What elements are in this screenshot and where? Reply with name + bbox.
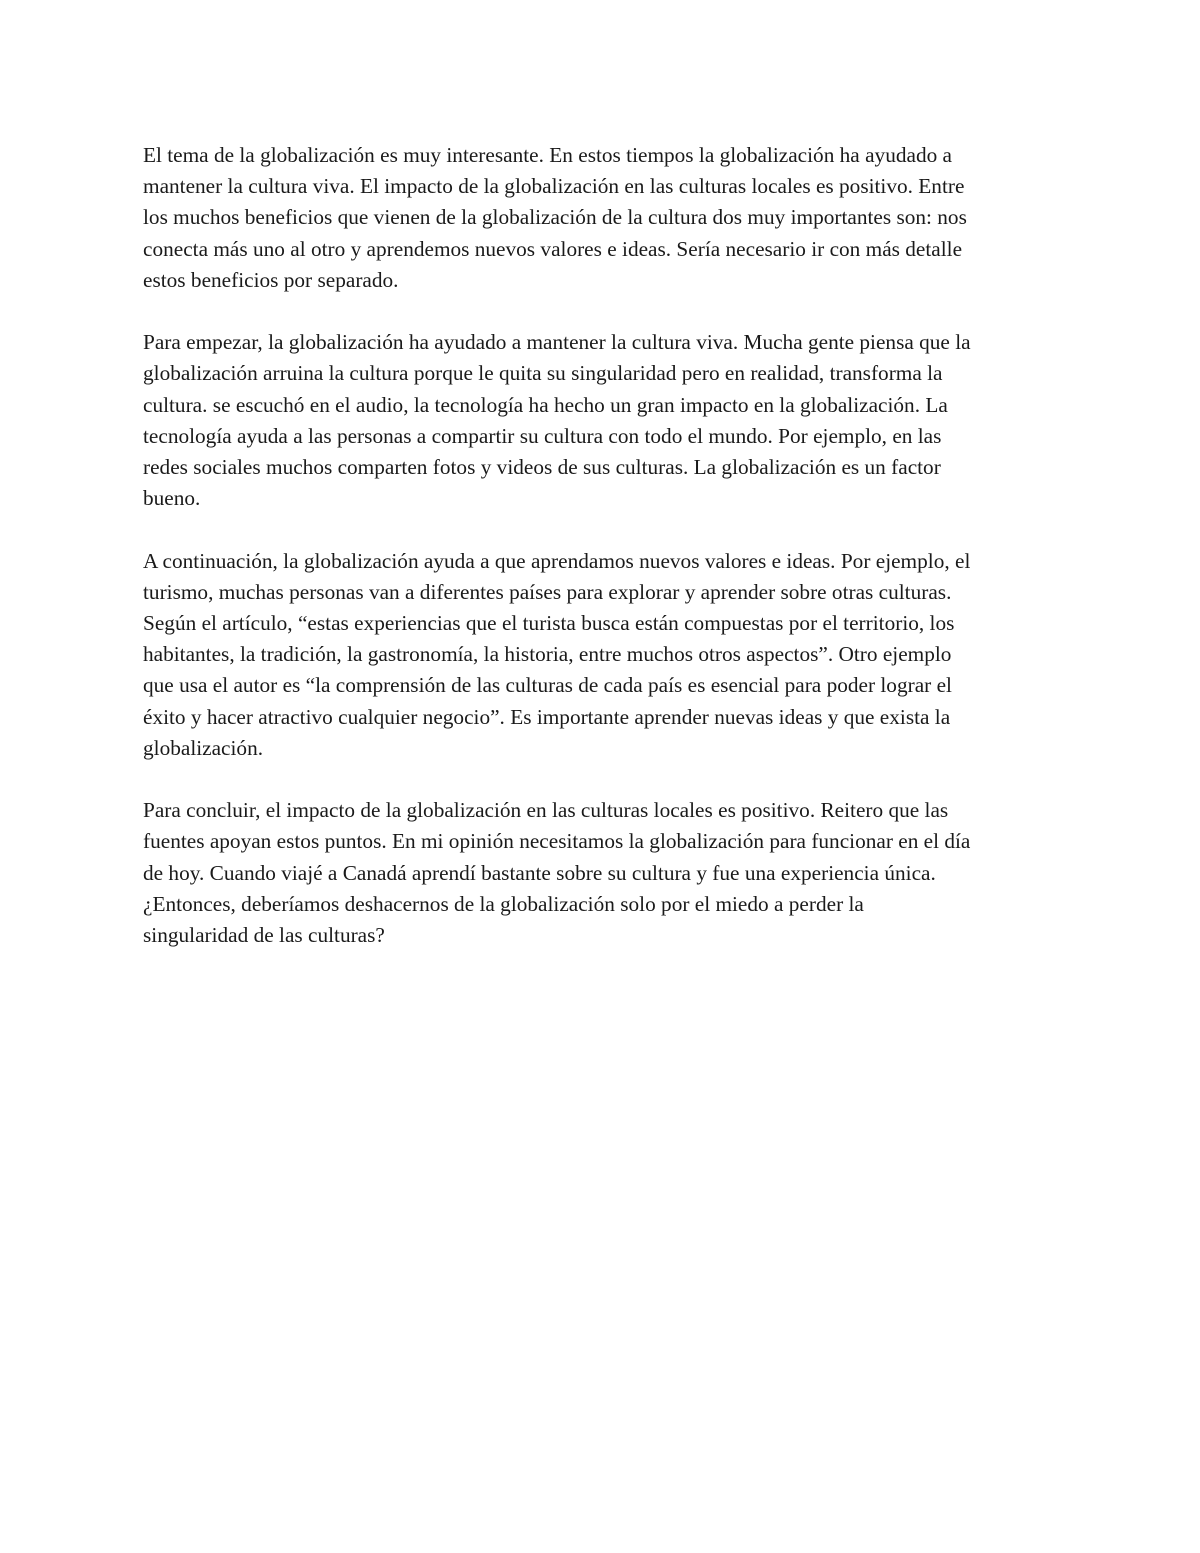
paragraph-first-point xyxy=(143,327,1068,514)
text-line: ¿Entonces, deberíamos deshacernos de la globalización solo por el miedo a perder la xyxy=(143,891,864,916)
text-line: estos beneficios por separado. xyxy=(143,267,399,292)
text-line: globalización arruina la cultura porque le quita su singularidad pero en realidad, transforma la xyxy=(143,361,943,386)
text-line: turismo, muchas personas van a diferentes países para explorar y aprender sobre otras culturas. xyxy=(143,579,952,604)
document-body xyxy=(143,140,1068,982)
text-line: globalización. xyxy=(143,735,264,760)
text-line: cultura. se escuchó en el audio, la tecnología ha hecho un gran impacto en la globalización. La xyxy=(143,392,948,417)
text-line: mantener la cultura viva. El impacto de la globalización en las culturas locales es positivo. Entre xyxy=(143,174,965,199)
text-line: A continuación, la globalización ayuda a que aprendamos nuevos valores e ideas. Por ejemplo, el xyxy=(143,548,971,573)
text-line: conecta más uno al otro y aprendemos nuevos valores e ideas. Sería necesario ir con más detalle xyxy=(143,236,963,261)
text-line: Para empezar, la globalización ha ayudado a mantener la cultura viva. Mucha gente piensa que la xyxy=(143,330,971,355)
text-line: los muchos beneficios que vienen de la globalización de la cultura dos muy importantes son: nos xyxy=(143,205,967,230)
paragraph-introduction xyxy=(143,140,1068,296)
text-line: redes sociales muchos comparten fotos y videos de sus culturas. La globalización es un factor xyxy=(143,455,941,480)
text-line: tecnología ayuda a las personas a compartir su cultura con todo el mundo. Por ejemplo, en las xyxy=(143,423,942,448)
text-line: singularidad de las culturas? xyxy=(143,923,385,948)
text-line: Para concluir, el impacto de la globalización en las culturas locales es positivo. Reitero que las xyxy=(143,798,949,823)
text-line: habitantes, la tradición, la gastronomía, la historia, entre muchos otros aspectos”. Otro ejemplo xyxy=(143,642,952,667)
text-line: éxito y hacer atractivo cualquier negocio”. Es importante aprender nuevas ideas y que exista la xyxy=(143,704,951,729)
text-line: que usa el autor es “la comprensión de las culturas de cada país es esencial para poder lograr el xyxy=(143,673,952,698)
text-line: de hoy. Cuando viajé a Canadá aprendí bastante sobre su cultura y fue una experiencia única. xyxy=(143,860,936,885)
paragraph-second-point xyxy=(143,546,1068,764)
text-line: fuentes apoyan estos puntos. En mi opinión necesitamos la globalización para funcionar en el día xyxy=(143,829,971,854)
paragraph-conclusion xyxy=(143,795,1068,951)
text-line: bueno. xyxy=(143,486,201,511)
text-line: Según el artículo, “estas experiencias que el turista busca están compuestas por el territorio, los xyxy=(143,611,955,636)
text-line: El tema de la globalización es muy interesante. En estos tiempos la globalización ha ayudado a xyxy=(143,143,953,167)
